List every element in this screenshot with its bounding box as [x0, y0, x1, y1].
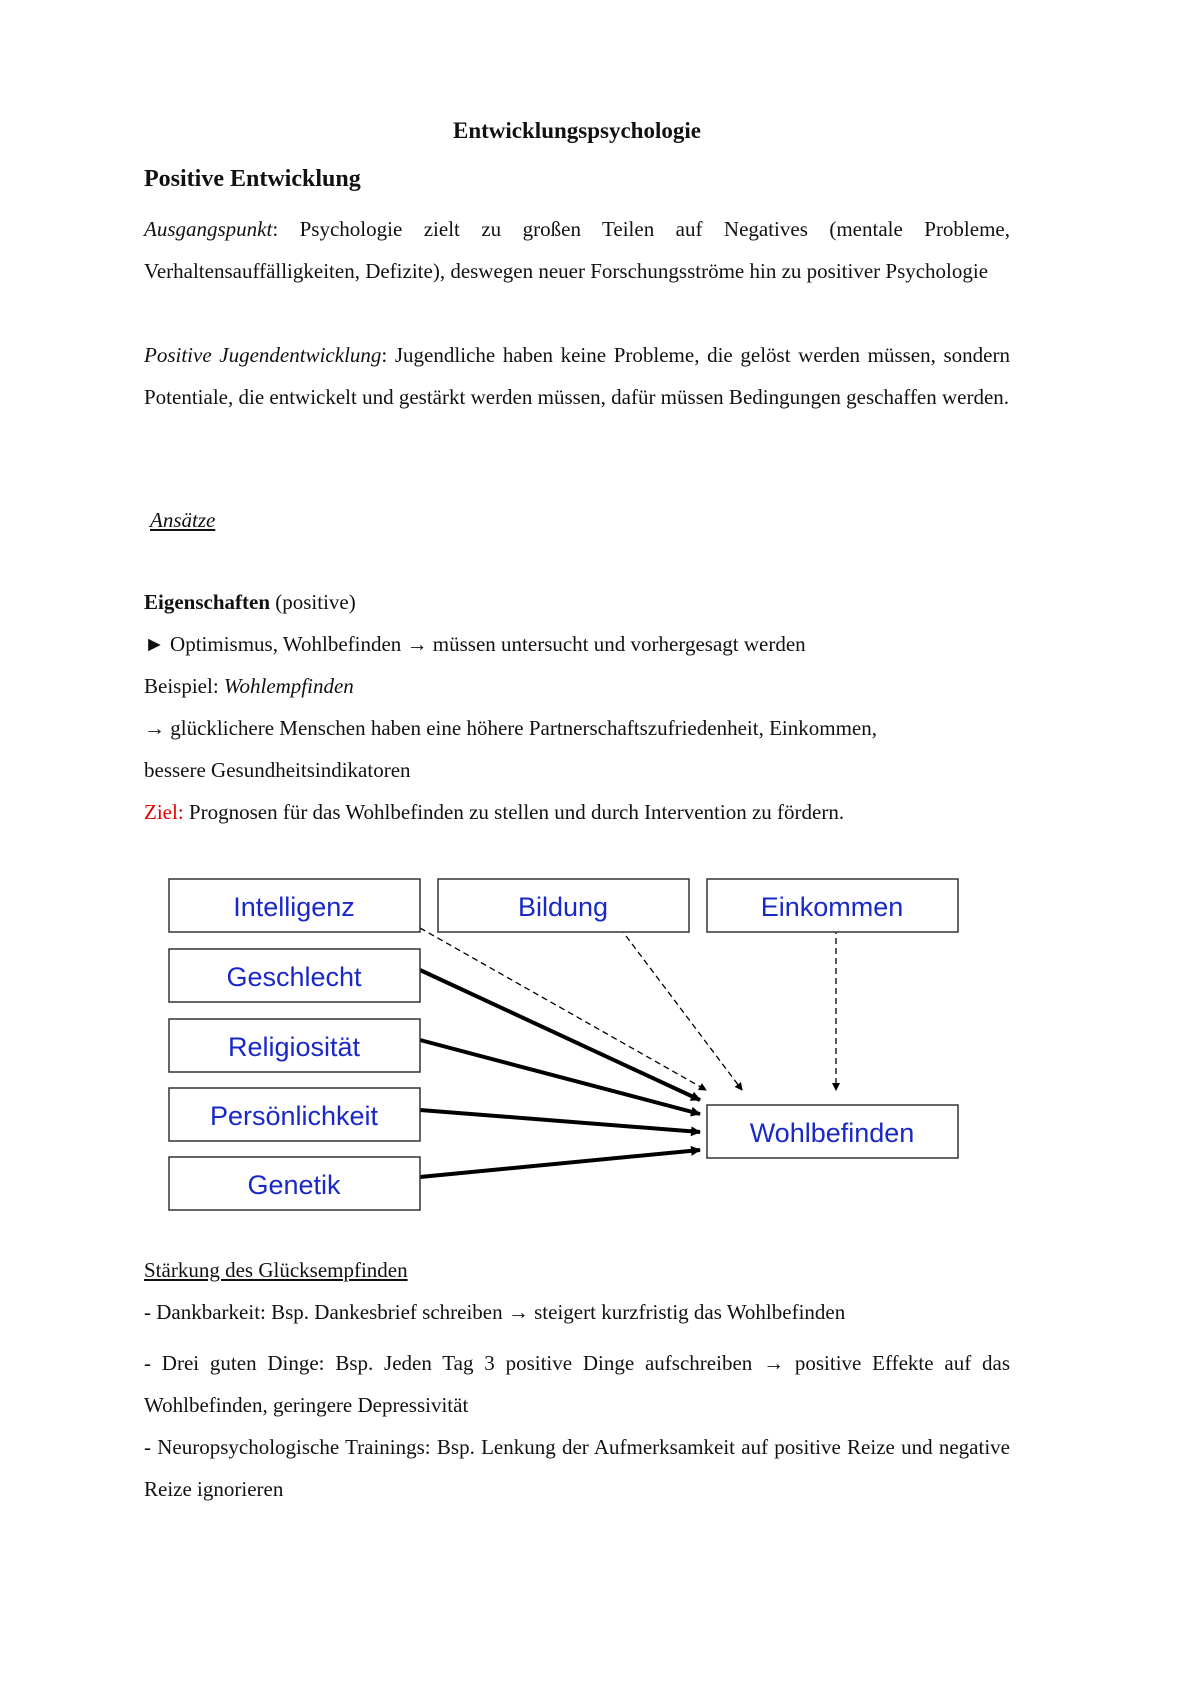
box-intelligenz-label: Intelligenz — [233, 892, 355, 922]
result-line-1: → glücklichere Menschen haben eine höhere Partnerschaftszufriedenheit, Einkommen, — [144, 716, 877, 740]
arrow-intelligenz — [420, 928, 706, 1090]
staerkung-item-2: - Drei guten Dinge: Bsp. Jeden Tag 3 positive Dinge aufschreiben → positive Effekte auf das Wohlbefinden, geringere Depressivität — [144, 1351, 1010, 1417]
example-label: Beispiel: — [144, 674, 224, 698]
goal-label: Ziel: — [144, 800, 184, 824]
bullet-arrow-icon: ► — [144, 632, 165, 656]
intro-text-1: : Psychologie zielt zu großen Teilen auf Negatives (mentale Probleme, Verhaltensauffälligkeiten, Defizite), deswegen neuer Forschungsströme hin zu positiver Psychologie — [144, 217, 1010, 283]
box-bildung-label: Bildung — [517, 892, 609, 922]
document-title: Entwicklungspsychologie — [453, 118, 701, 143]
arrow-geschlecht — [420, 970, 700, 1100]
arrow-persoenlichkeit — [420, 1110, 700, 1132]
term-positive-jugendentwicklung: Positive Jugendentwicklung — [144, 343, 382, 367]
arrow-religiositaet — [420, 1040, 700, 1114]
example-term: Wohlempfinden — [223, 674, 354, 698]
box-persoenlichkeit — [169, 1088, 420, 1141]
staerkung-item-3: - Neuropsychologische Trainings: Bsp. Lenkung der Aufmerksamkeit auf positive Reize und negative Reize ignorieren — [144, 1435, 1010, 1501]
eigenschaften-suffix: (positive) — [270, 590, 356, 614]
intro-text-2: : Jugendliche haben keine Probleme, die gelöst werden müssen, sondern Potentiale, die entwickelt und gestärkt werden müssen, dafür müssen Bedingungen geschaffen werden. — [144, 343, 1011, 409]
box-bildung — [438, 879, 689, 932]
box-einkommen-label: Einkommen — [760, 892, 904, 922]
bullet-text: Optimismus, Wohlbefinden → müssen untersucht und vorhergesagt werden — [164, 632, 806, 656]
goal-text: Prognosen für das Wohlbefinden zu stellen und durch Intervention zu fördern. — [183, 800, 845, 824]
staerkung-item-1: - Dankbarkeit: Bsp. Dankesbrief schreiben → steigert kurzfristig das Wohlbefinden — [144, 1300, 846, 1324]
arrow-genetik — [420, 1150, 700, 1177]
ansaetze-label: Ansätze — [150, 508, 216, 532]
eigenschaften-title: Eigenschaften — [144, 590, 270, 614]
section-heading: Positive Entwicklung — [144, 166, 361, 192]
result-line-2: bessere Gesundheitsindikatoren — [144, 758, 411, 782]
arrow-bildung — [620, 928, 742, 1090]
box-persoenlichkeit-label: Persönlichkeit — [209, 1101, 379, 1131]
box-religiositaet-label: Religiosität — [227, 1032, 361, 1062]
box-genetik — [169, 1157, 420, 1210]
box-religiositaet — [169, 1019, 420, 1072]
box-wohlbefinden-label: Wohlbefinden — [749, 1118, 915, 1148]
box-geschlecht — [169, 949, 420, 1002]
box-genetik-label: Genetik — [247, 1170, 341, 1200]
box-geschlecht-label: Geschlecht — [226, 962, 362, 992]
box-intelligenz — [169, 879, 420, 932]
staerkung-heading: Stärkung des Glücksempfinden — [144, 1258, 408, 1282]
box-einkommen — [707, 879, 958, 932]
term-ausgangspunkt: Ausgangspunkt — [144, 217, 273, 241]
box-wohlbefinden — [707, 1105, 958, 1158]
